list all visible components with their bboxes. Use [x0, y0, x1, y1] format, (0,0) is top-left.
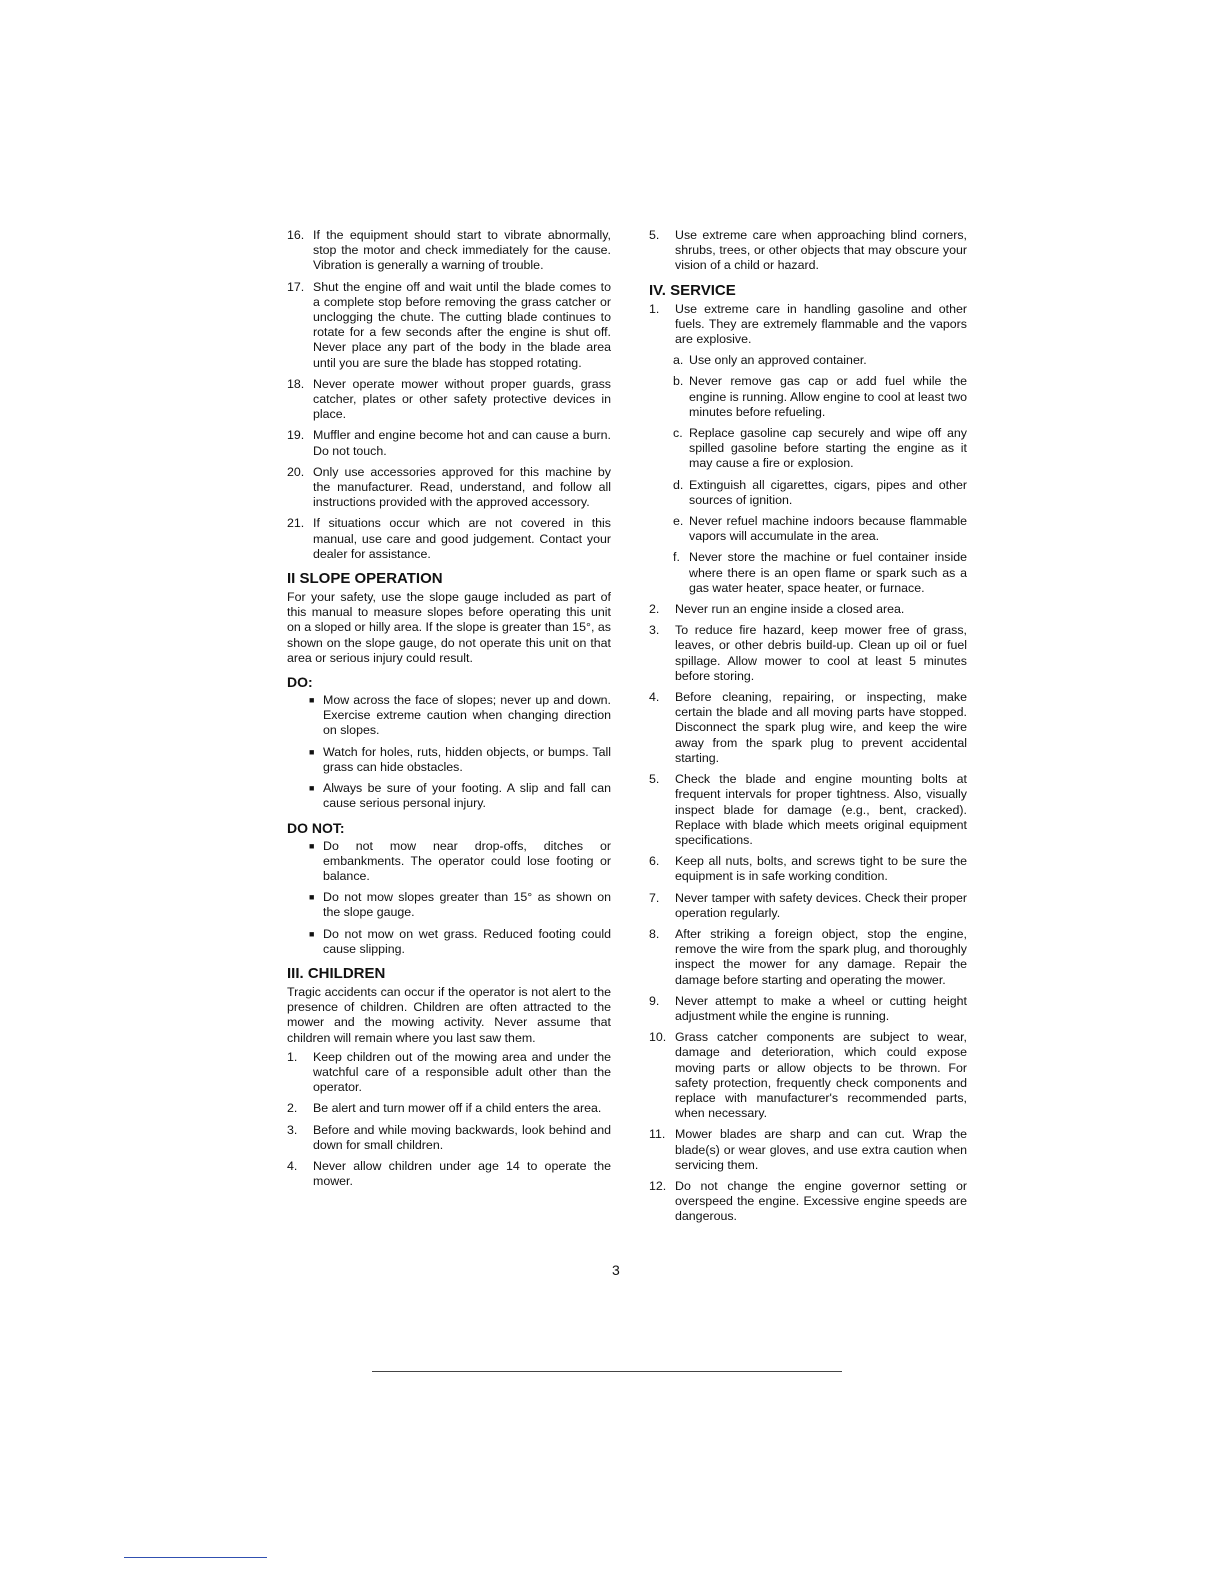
corner-rule	[124, 1557, 267, 1558]
list-item: 17. Shut the engine off and wait until the blade comes to a complete stop before removing the grass catcher or unclogging the chute. The cutting blade continues to rotate for a few seconds after the engine is shut off. Never place any part of the body in the blade area until you are sure the blade has stopped rotating.	[287, 279, 611, 370]
list-item: 16. If the equipment should start to vibrate abnormally, stop the motor and check immediately for the cause. Vibration is generally a warning of trouble.	[287, 228, 611, 273]
bullet-icon: ■	[309, 840, 315, 851]
page-number: 3	[612, 1262, 620, 1278]
list-item: 4. Before cleaning, repairing, or inspecting, make certain the blade and all moving parts have stopped. Disconnect the spark plug wire, and keep the wire away from the spark plug to prevent accidental starting.	[649, 690, 967, 765]
list-item: 10. Grass catcher components are subject to wear, damage and deterioration, which could expose moving parts or allow objects to be thrown. For safety protection, frequently check components and replace with manufacturer's recommended parts, when necessary.	[649, 1030, 967, 1121]
sub-item: b. Never remove gas cap or add fuel while the engine is running. Allow engine to cool at least two minutes before refueling.	[673, 374, 967, 419]
list-item: 3. To reduce fire hazard, keep mower free of grass, leaves, or other debris build-up. Clean up oil or fuel spillage. Allow mower to cool at least 5 minutes before storing.	[649, 623, 967, 683]
bullet-icon: ■	[309, 746, 315, 757]
list-item: 6. Keep all nuts, bolts, and screws tight to be sure the equipment is in safe working condition.	[649, 854, 967, 884]
list-item: 11. Mower blades are sharp and can cut. Wrap the blade(s) or wear gloves, and use extra caution when servicing them.	[649, 1127, 967, 1172]
slope-intro: For your safety, use the slope gauge included as part of this manual to measure slopes before operating this unit on a sloped or hilly area. If the slope is greater than 15°, as shown on the slope gauge, do not operate this unit on that area or serious injury could result.	[287, 590, 611, 665]
do-item: ■ Mow across the face of slopes; never up and down. Exercise extreme caution when changing direction on slopes.	[309, 693, 611, 738]
list-item: 2. Never run an engine inside a closed area.	[649, 602, 905, 617]
bottom-rule	[372, 1371, 842, 1372]
do-item: ■ Watch for holes, ruts, hidden objects, or bumps. Tall grass can hide obstacles.	[309, 744, 611, 774]
sub-item: f. Never store the machine or fuel container inside where there is an open flame or spark such as a gas water heater, space heater, or furnace.	[673, 550, 967, 595]
sub-item: a. Use only an approved container.	[673, 353, 867, 368]
list-item: 5. Use extreme care when approaching blind corners, shrubs, trees, or other objects that may obscure your vision of a child or hazard.	[649, 228, 967, 273]
bullet-icon: ■	[309, 695, 315, 706]
service-heading: IV. SERVICE	[649, 281, 736, 299]
list-item: 19. Muffler and engine become hot and can cause a burn. Do not touch.	[287, 428, 611, 458]
list-item: 7. Never tamper with safety devices. Check their proper operation regularly.	[649, 890, 967, 920]
bullet-icon: ■	[309, 892, 315, 903]
left-column	[287, 228, 611, 1195]
do-not-item: ■ Do not mow near drop-offs, ditches or embankments. The operator could lose footing or balance.	[309, 838, 611, 883]
do-heading: DO:	[287, 674, 313, 691]
slope-heading: II SLOPE OPERATION	[287, 570, 443, 588]
list-item: 12. Do not change the engine governor setting or overspeed the engine. Excessive engine speeds are dangerous.	[649, 1178, 967, 1224]
list-item: 21. If situations occur which are not covered in this manual, use care and good judgement. Contact your dealer for assistance.	[287, 516, 611, 561]
list-item: 3. Before and while moving backwards, look behind and down for small children.	[287, 1122, 611, 1152]
children-intro: Tragic accidents can occur if the operator is not alert to the presence of children. Children are often attracted to the mower and the mowing activity. Never assume that children will remain where you last saw them.	[287, 984, 611, 1045]
list-item: 1. Keep children out of the mowing area and under the watchful care of a responsible adult other than the operator.	[287, 1049, 611, 1095]
bullet-icon: ■	[309, 783, 315, 794]
list-item: 5. Check the blade and engine mounting bolts at frequent intervals for proper tightness. Also, visually inspect blade for damage (e.g., bent, cracked). Replace with blade which meets original equipment specifications.	[649, 772, 967, 847]
do-item: ■ Always be sure of your footing. A slip and fall can cause serious personal injury.	[309, 781, 611, 811]
sub-item: d. Extinguish all cigarettes, cigars, pipes and other sources of ignition.	[673, 477, 967, 507]
list-item: 18. Never operate mower without proper guards, grass catcher, plates or other safety protective devices in place.	[287, 376, 611, 422]
do-not-heading: DO NOT:	[287, 819, 345, 836]
do-not-item: ■ Do not mow on wet grass. Reduced footing could cause slipping.	[309, 926, 611, 956]
list-item: 9. Never attempt to make a wheel or cutting height adjustment while the engine is running.	[649, 993, 967, 1023]
list-item: 2. Be alert and turn mower off if a child enters the area.	[287, 1101, 602, 1116]
list-item: 4. Never allow children under age 14 to operate the mower.	[287, 1158, 611, 1189]
do-not-item: ■ Do not mow slopes greater than 15° as shown on the slope gauge.	[309, 890, 611, 920]
right-column	[649, 228, 967, 1231]
sub-item: e. Never refuel machine indoors because flammable vapors will accumulate in the area.	[673, 514, 967, 544]
bullet-icon: ■	[309, 928, 315, 939]
list-item: 8. After striking a foreign object, stop the engine, remove the wire from the spark plug, and thoroughly inspect the mower for any damage. Repair the damage before starting and operating the mower.	[649, 926, 967, 987]
children-heading: III. CHILDREN	[287, 964, 386, 982]
list-item: 1. Use extreme care in handling gasoline and other fuels. They are extremely flammable and the vapors are explosive.	[649, 301, 967, 347]
sub-item: c. Replace gasoline cap securely and wipe off any spilled gasoline before starting the engine as it may cause a fire or explosion.	[673, 426, 967, 471]
list-item: 20. Only use accessories approved for this machine by the manufacturer. Read, understand, and follow all instructions provided with the approved accessory.	[287, 464, 611, 510]
